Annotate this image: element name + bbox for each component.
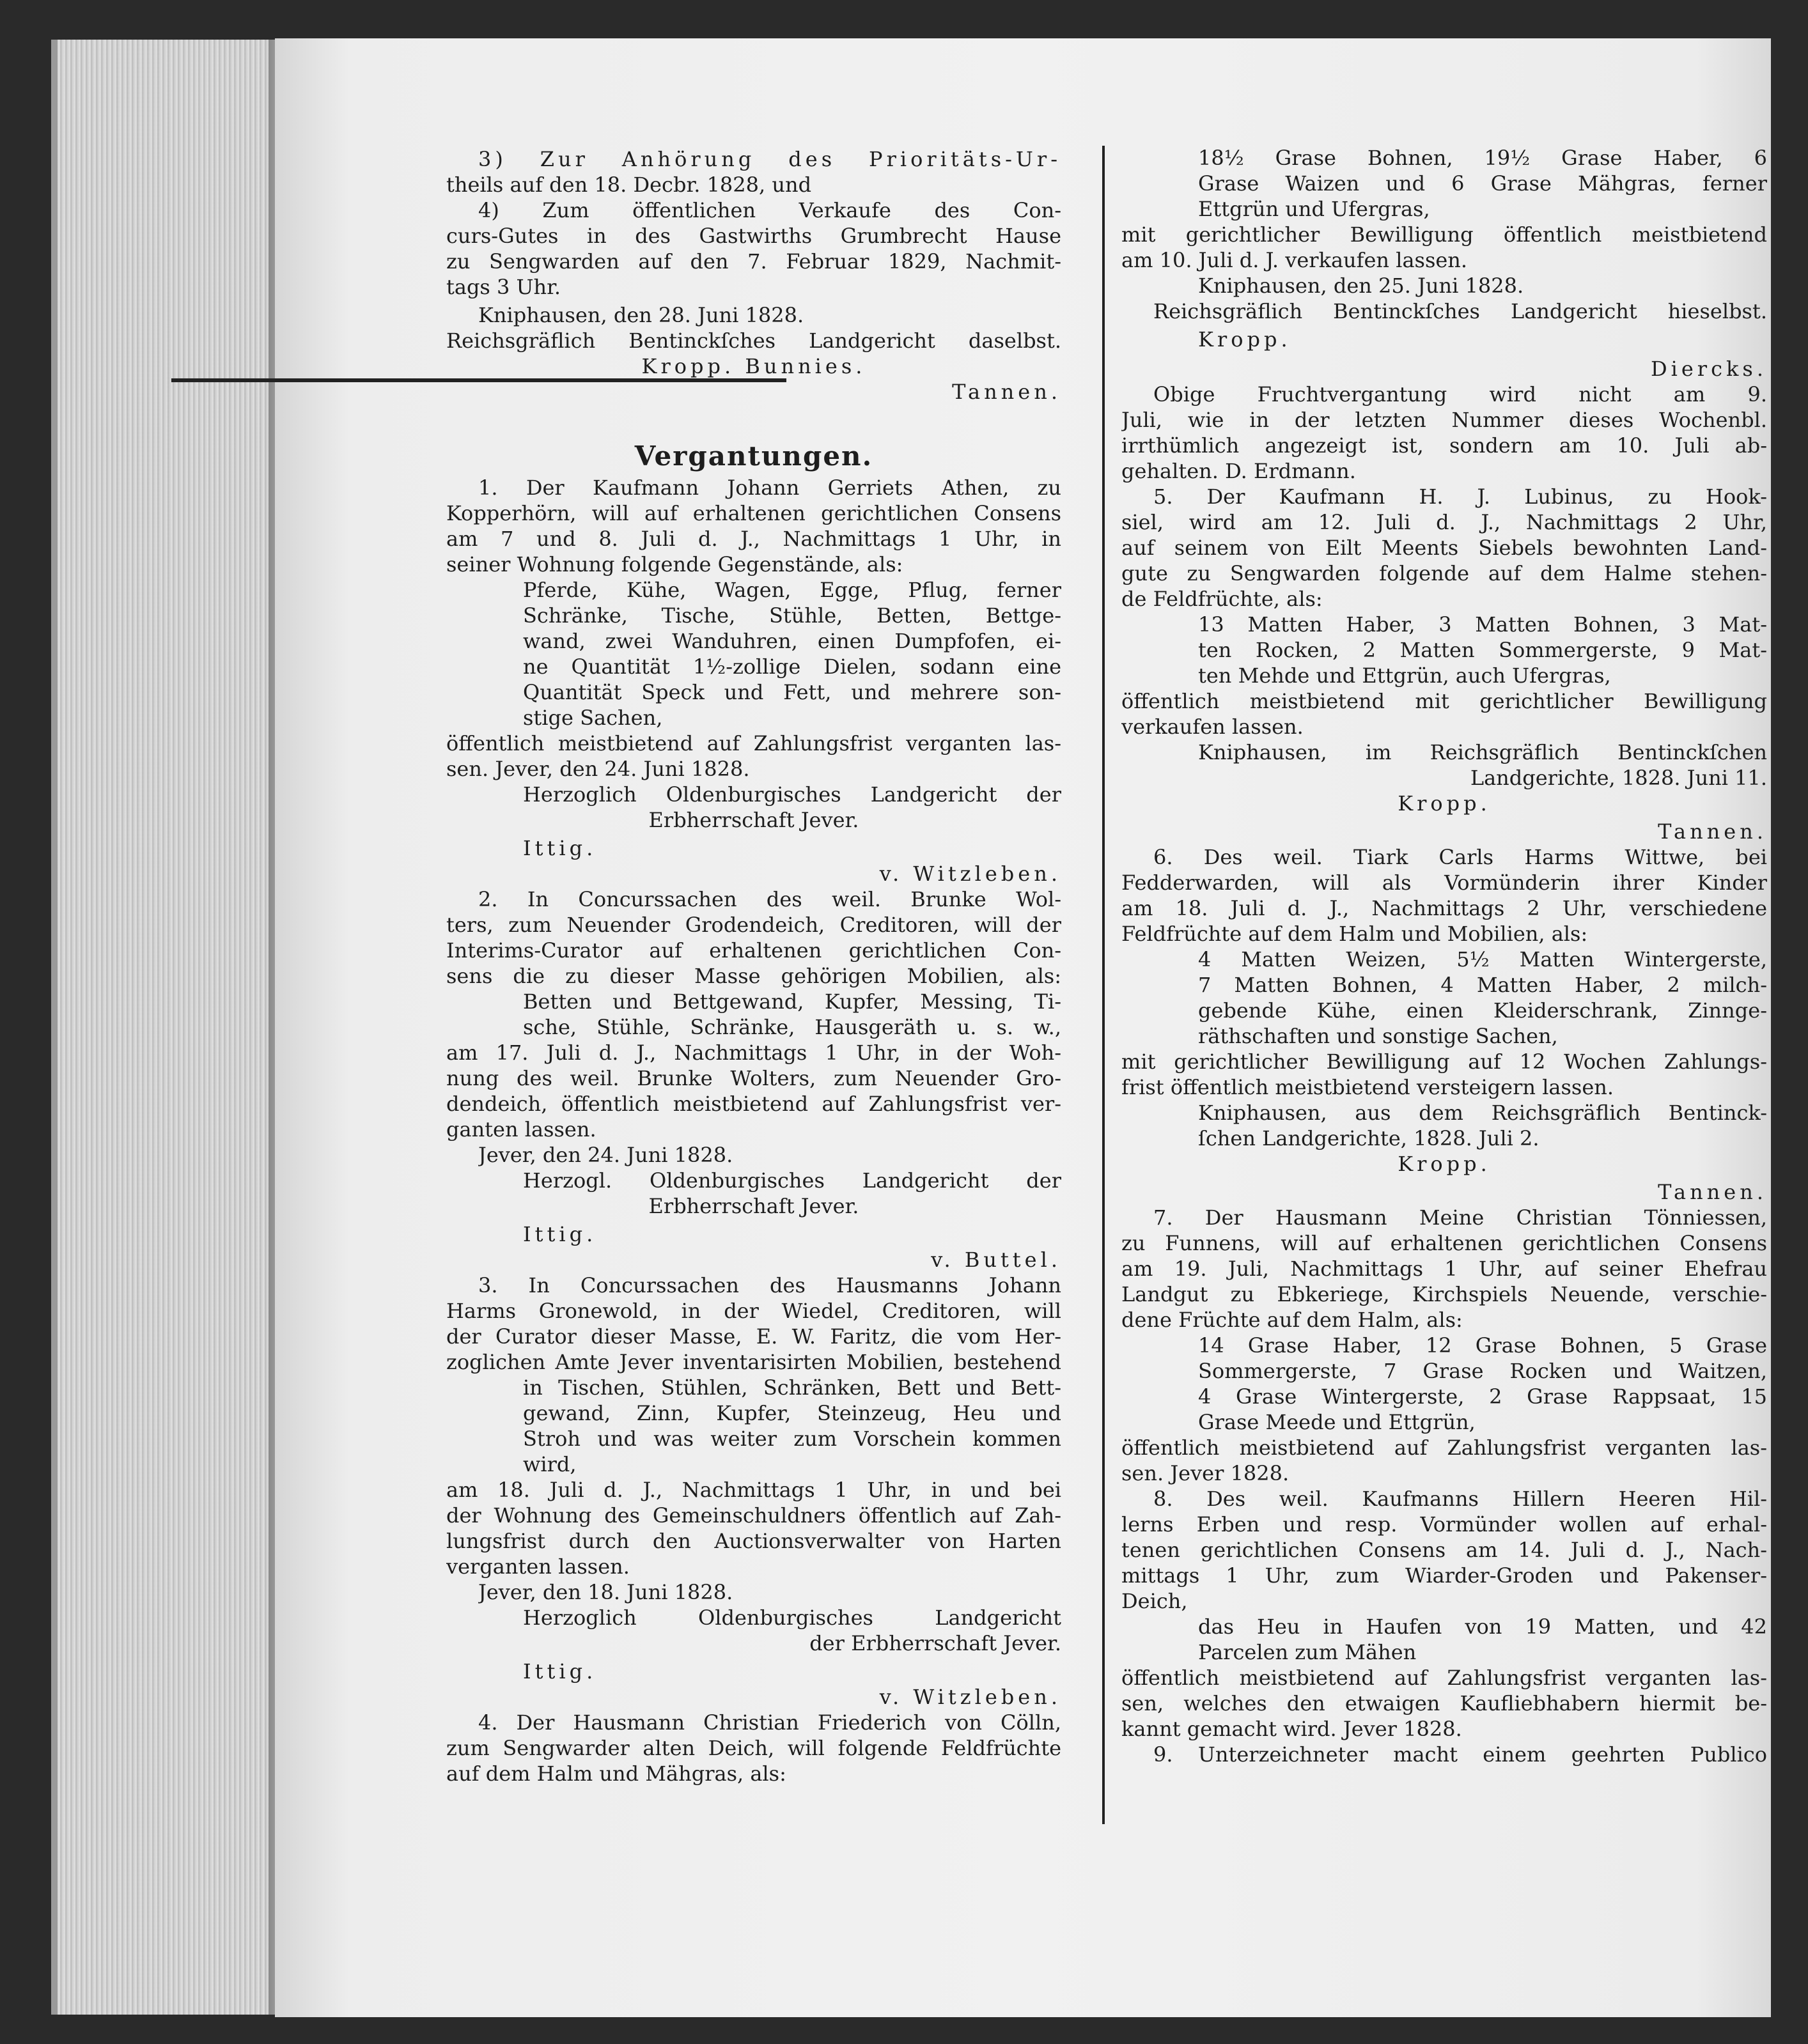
left-column-line: Schränke, Tische, Stühle, Betten, Bettge- xyxy=(523,603,1061,628)
right-column-line: Obige Fruchtvergantung wird nicht am 9. xyxy=(1153,382,1767,406)
right-column-line: mit gerichtlicher Bewilligung auf 12 Wochen Zahlungs- xyxy=(1121,1049,1767,1074)
left-column-line: v. Buttel. xyxy=(931,1248,1061,1272)
left-column-line: lungsfrist durch den Auctionsverwalter von Harten xyxy=(446,1529,1061,1553)
left-column-line: Ittig. xyxy=(523,836,597,860)
left-column-line: in Tischen, Stühlen, Schränken, Bett und Bett- xyxy=(523,1375,1061,1400)
right-column-line: 7. Der Hausmann Meine Christian Tönniessen, xyxy=(1153,1205,1767,1230)
right-column-line: 4 Matten Weizen, 5½ Matten Wintergerste, xyxy=(1198,947,1767,972)
left-column-line: v. Witzleben. xyxy=(879,862,1061,886)
left-column-line: Tannen. xyxy=(952,380,1061,404)
right-column-line: 5. Der Kaufmann H. J. Lubinus, zu Hook- xyxy=(1153,484,1767,509)
right-column-line: siel, wird am 12. Juli d. J., Nachmittags 2 Uhr, xyxy=(1121,510,1767,534)
left-column-line: curs-Gutes in des Gastwirths Grumbrecht Hause xyxy=(446,224,1061,248)
left-column-line: Interims-Curator auf erhaltenen gerichtlichen Con- xyxy=(446,938,1061,963)
right-column-line: sen. Jever 1828. xyxy=(1121,1461,1290,1485)
right-column-line: 6. Des weil. Tiark Carls Harms Wittwe, bei xyxy=(1153,845,1767,869)
left-column-line: theils auf den 18. Decbr. 1828, und xyxy=(446,173,812,197)
left-column-line: stige Sachen, xyxy=(523,706,663,730)
right-column-line: Landgerichte, 1828. Juni 11. xyxy=(1470,766,1767,790)
left-column-line: 4. Der Hausmann Christian Friederich von Cölln, xyxy=(478,1710,1061,1735)
right-column-line: öffentlich meistbietend mit gerichtlicher Bewilligung xyxy=(1121,689,1767,713)
right-column-line: verkaufen lassen. xyxy=(1121,715,1304,739)
right-column-line: auf seinem von Eilt Meents Siebels bewohnten Land- xyxy=(1121,536,1767,560)
right-column-line: Sommergerste, 7 Grase Rocken und Waitzen, xyxy=(1198,1359,1767,1383)
left-column-line: 2. In Concurssachen des weil. Brunke Wol- xyxy=(478,887,1061,911)
left-column-line: ters, zum Neuender Grodendeich, Creditoren, will der xyxy=(446,913,1061,937)
left-column-line: 4) Zum öffentlichen Verkaufe des Con- xyxy=(478,198,1061,222)
left-column-line: Erbherrschaft Jever. xyxy=(648,808,859,832)
right-column-line: de Feldfrüchte, als: xyxy=(1121,587,1323,611)
right-column-line: Kniphausen, den 25. Juni 1828. xyxy=(1198,274,1524,298)
right-column-line: Grase Meede und Ettgrün, xyxy=(1198,1410,1476,1434)
page xyxy=(275,38,1771,2017)
left-column-line: zu Sengwarden auf den 7. Februar 1829, Nachmit- xyxy=(446,249,1061,274)
left-column-line: Herzogl. Oldenburgisches Landgericht der xyxy=(523,1168,1061,1193)
left-column-line: der Erbherrschaft Jever. xyxy=(809,1631,1061,1655)
left-column-line: am 17. Juli d. J., Nachmittags 1 Uhr, in der Woh- xyxy=(446,1041,1061,1065)
right-column-line: ten Mehde und Ettgrün, auch Ufergras, xyxy=(1198,663,1611,688)
left-column-line: dendeich, öffentlich meistbietend auf Zahlungsfrist ver- xyxy=(446,1092,1061,1116)
right-column-line: dene Früchte auf dem Halm, als: xyxy=(1121,1308,1463,1332)
right-column-line: Diercks. xyxy=(1650,357,1767,381)
left-column-line: Herzoglich Oldenburgisches Landgericht xyxy=(523,1606,1061,1630)
left-column-line: seiner Wohnung folgende Gegenstände, als: xyxy=(446,552,903,577)
right-column-line: 4 Grase Wintergerste, 2 Grase Rappsaat, 15 xyxy=(1198,1384,1767,1409)
right-column-line: ten Rocken, 2 Matten Sommergerste, 9 Mat- xyxy=(1198,638,1767,662)
right-column-line: Grase Waizen und 6 Grase Mähgras, ferner xyxy=(1198,171,1767,196)
right-column-line: 18½ Grase Bohnen, 19½ Grase Haber, 6 xyxy=(1198,146,1767,170)
right-column-line: frist öffentlich meistbietend versteigern lassen. xyxy=(1121,1075,1614,1099)
right-column-line: Tannen. xyxy=(1658,819,1767,844)
right-column-line: Kniphausen, im Reichsgräflich Bentinckſchen xyxy=(1198,740,1767,764)
right-column-line: sen, welches den etwaigen Kaufliebhabern hiermit be- xyxy=(1121,1691,1767,1715)
left-column-line: Stroh und was weiter zum Vorschein kommen xyxy=(523,1427,1061,1451)
right-column-line: Kropp. xyxy=(1398,1152,1491,1176)
column-divider xyxy=(1102,146,1105,1824)
left-column-line: Pferde, Kühe, Wagen, Egge, Pflug, ferner xyxy=(523,578,1061,602)
right-column-line: mit gerichtlicher Bewilligung öffentlich meistbietend xyxy=(1121,222,1767,247)
right-column-line: 8. Des weil. Kaufmanns Hillern Heeren Hil- xyxy=(1153,1487,1767,1511)
left-column-line: Ittig. xyxy=(523,1222,597,1246)
left-column-line: Betten und Bettgewand, Kupfer, Messing, Ti- xyxy=(523,989,1061,1014)
right-column-line: 14 Grase Haber, 12 Grase Bohnen, 5 Grase xyxy=(1198,1333,1767,1358)
right-column-line: Fedderwarden, will als Vormünderin ihrer Kinder xyxy=(1121,871,1767,895)
right-column-line: Kropp. xyxy=(1398,791,1491,816)
left-column-line: Reichsgräflich Bentinckſches Landgericht daselbst. xyxy=(446,329,1061,353)
left-column-line: Quantität Speck und Fett, und mehrere son- xyxy=(523,680,1061,704)
right-column-line: Juli, wie in der letzten Nummer dieses Wochenbl. xyxy=(1121,408,1767,432)
book-page-edges xyxy=(51,40,288,2015)
right-column-line: gute zu Sengwarden folgende auf dem Halme stehen- xyxy=(1121,561,1767,585)
left-column-line: Erbherrschaft Jever. xyxy=(648,1194,859,1218)
left-column-line: wird, xyxy=(523,1452,577,1476)
right-column-line: Feldfrüchte auf dem Halm und Mobilien, als: xyxy=(1121,922,1588,946)
right-column-line: ſchen Landgerichte, 1828. Juli 2. xyxy=(1198,1126,1539,1150)
left-column-line: sche, Stühle, Schränke, Hausgeräth u. s. w., xyxy=(523,1015,1061,1039)
left-column-line: Kropp. Bunnies. xyxy=(641,354,866,378)
left-column-line: wand, zwei Wanduhren, einen Dumpfofen, ei- xyxy=(523,629,1061,653)
left-column-line: 3) Zur Anhörung des Prioritäts-Ur- xyxy=(478,147,1061,171)
right-column-line: am 19. Juli, Nachmittags 1 Uhr, auf seiner Ehefrau xyxy=(1121,1257,1767,1281)
left-column-line: Kopperhörn, will auf erhaltenen gerichtlichen Consens xyxy=(446,501,1061,525)
left-column-line: Jever, den 18. Juni 1828. xyxy=(478,1580,733,1604)
right-column-line: 7 Matten Bohnen, 4 Matten Haber, 2 milch- xyxy=(1198,973,1767,997)
left-column-line: am 18. Juli d. J., Nachmittags 1 Uhr, in und bei xyxy=(446,1478,1061,1502)
left-column-line: verganten lassen. xyxy=(446,1554,630,1579)
right-column-line: räthschaften und sonstige Sachen, xyxy=(1198,1024,1558,1048)
left-column-line: 3. In Concurssachen des Hausmanns Johann xyxy=(478,1273,1061,1297)
left-column-line: Herzoglich Oldenburgisches Landgericht der xyxy=(523,782,1061,807)
left-column-line: der Curator dieser Masse, E. W. Faritz, die vom Her- xyxy=(446,1324,1061,1349)
right-column-line: das Heu in Haufen von 19 Matten, und 42 xyxy=(1198,1614,1767,1639)
left-column-line: zoglichen Amte Jever inventarisirten Mobilien, bestehend xyxy=(446,1350,1061,1374)
left-column-line: Jever, den 24. Juni 1828. xyxy=(478,1143,733,1167)
left-column-line: öffentlich meistbietend auf Zahlungsfrist verganten las- xyxy=(446,731,1061,755)
right-column-line: kannt gemacht wird. Jever 1828. xyxy=(1121,1717,1462,1741)
left-column-line: sen. Jever, den 24. Juni 1828. xyxy=(446,757,750,781)
right-column-line: am 18. Juli d. J., Nachmittags 2 Uhr, verschiedene xyxy=(1121,896,1767,920)
left-column-line: zum Sengwarder alten Deich, will folgende Feldfrüchte xyxy=(446,1736,1061,1760)
right-column-line: 9. Unterzeichneter macht einem geehrten Publico xyxy=(1153,1742,1767,1767)
left-column-line: ne Quantität 1½-zollige Dielen, sodann eine xyxy=(523,654,1061,679)
left-column-line: 1. Der Kaufmann Johann Gerriets Athen, zu xyxy=(478,476,1061,500)
left-column-line: Ittig. xyxy=(523,1659,597,1684)
right-column-line: öffentlich meistbietend auf Zahlungsfrist verganten las- xyxy=(1121,1436,1767,1460)
left-column-line: auf dem Halm und Mähgras, als: xyxy=(446,1761,786,1786)
right-column-line: am 10. Juli d. J. verkaufen lassen. xyxy=(1121,248,1468,272)
right-column-line: mittags 1 Uhr, zum Wiarder-Groden und Pakenser- xyxy=(1121,1563,1767,1588)
right-column-line: lerns Erben und resp. Vormünder wollen auf erhal- xyxy=(1121,1512,1767,1537)
right-column-line: Ettgrün und Ufergras, xyxy=(1198,197,1430,221)
right-column-line: irrthümlich angezeigt ist, sondern am 10. Juli ab- xyxy=(1121,433,1767,458)
right-column-line: gebende Kühe, einen Kleiderschrank, Zinnge- xyxy=(1198,998,1767,1023)
left-column-line: der Wohnung des Gemeinschuldners öffentlich auf Zah- xyxy=(446,1503,1061,1528)
right-column-line: tenen gerichtlichen Consens am 14. Juli d. J., Nach- xyxy=(1121,1538,1767,1562)
left-column-line: Vergantungen. xyxy=(634,440,873,472)
left-column-line: tags 3 Uhr. xyxy=(446,275,561,299)
left-column-line: ganten lassen. xyxy=(446,1117,596,1142)
left-column-line: am 7 und 8. Juli d. J., Nachmittags 1 Uhr, in xyxy=(446,527,1061,551)
right-column-line: öffentlich meistbietend auf Zahlungsfrist verganten las- xyxy=(1121,1666,1767,1690)
right-column-line: Deich, xyxy=(1121,1589,1188,1613)
right-column-line: Kropp. xyxy=(1198,327,1291,352)
right-column-line: gehalten. D. Erdmann. xyxy=(1121,459,1356,483)
right-column-line: Parcelen zum Mähen xyxy=(1198,1640,1417,1664)
right-column-line: Tannen. xyxy=(1658,1180,1767,1204)
left-column-line: sens die zu dieser Masse gehörigen Mobilien, als: xyxy=(446,964,1061,988)
left-column-line: gewand, Zinn, Kupfer, Steinzeug, Heu und xyxy=(523,1401,1061,1425)
right-column-line: zu Funnens, will auf erhaltenen gerichtlichen Consens xyxy=(1121,1231,1767,1255)
left-column-line: nung des weil. Brunke Wolters, zum Neuender Gro- xyxy=(446,1066,1061,1090)
right-column-line: Reichsgräflich Bentinckſches Landgericht hieselbst. xyxy=(1153,299,1767,323)
right-column-line: Kniphausen, aus dem Reichsgräflich Bentinck- xyxy=(1198,1101,1767,1125)
right-column-line: 13 Matten Haber, 3 Matten Bohnen, 3 Mat- xyxy=(1198,612,1767,637)
section-rule xyxy=(171,378,786,382)
left-column-line: Harms Gronewold, in der Wiedel, Creditoren, will xyxy=(446,1299,1061,1323)
left-column-line: Kniphausen, den 28. Juni 1828. xyxy=(478,303,804,327)
left-column-line: v. Witzleben. xyxy=(879,1685,1061,1709)
right-column-line: Landgut zu Ebkeriege, Kirchspiels Neuende, verschie- xyxy=(1121,1282,1767,1306)
